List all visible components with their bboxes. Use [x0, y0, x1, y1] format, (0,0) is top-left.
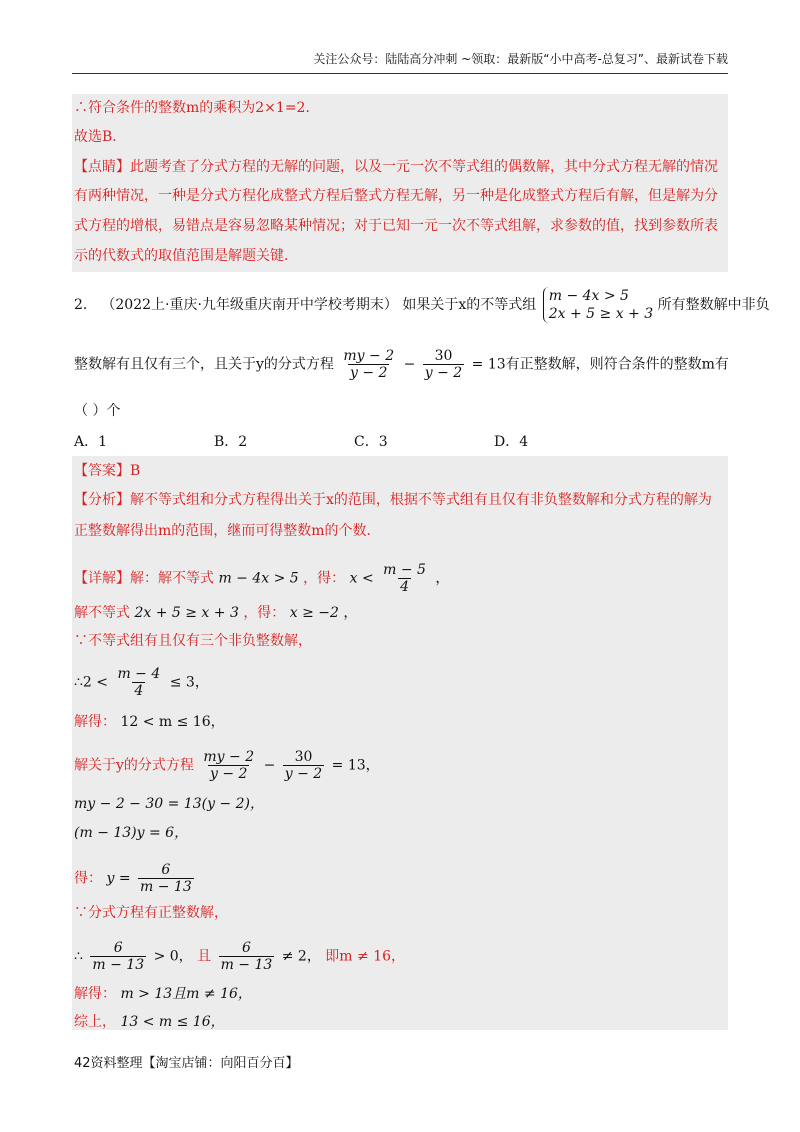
answer-label: 【答案】B — [74, 463, 141, 479]
question-source: （2022上·重庆·九年级重庆南开中学校考期末） — [101, 297, 398, 313]
ineq2-result-label: ，得： — [243, 605, 286, 621]
fraction-numerator: 6 — [241, 940, 251, 956]
detail-got: ，得： — [303, 570, 346, 587]
inequality-2: 2x + 5 ≥ x + 3 — [548, 306, 654, 322]
question-text-a: 如果关于x的不等式组 — [402, 297, 537, 313]
minus-sign: − — [403, 356, 416, 373]
fraction-denominator: m − 13 — [92, 957, 145, 973]
equation-fraction-2 — [423, 348, 464, 381]
question-line-1 — [74, 287, 770, 323]
step-1: my − 2 − 30 = 13(y − 2)， — [74, 796, 264, 812]
fraction-numerator: 30 — [434, 348, 453, 364]
fraction-denominator: m − 13 — [220, 957, 273, 973]
fraction-numerator: m − 4 — [117, 666, 161, 682]
question-line2-b: = 13有正整数解，则符合条件的整数m有 — [471, 356, 729, 373]
range-pre: ∴2 < — [74, 674, 108, 691]
positive-solution-line: ∵分式方程有正整数解， — [74, 905, 228, 921]
option-c: C．3 — [354, 434, 388, 450]
m-range-label: 解得： — [74, 714, 116, 730]
equation-post: = 13， — [331, 757, 380, 774]
detail-line — [74, 562, 449, 595]
ineq2-label: 解不等式 — [74, 605, 130, 621]
equation-label: 解关于y的分式方程 — [74, 757, 194, 774]
result-line — [74, 985, 252, 1003]
page-number: 42 — [74, 1056, 91, 1071]
condition-and: 且 — [197, 948, 212, 965]
condition-mid-2: ≠ 2， — [281, 948, 321, 965]
condition-fraction-2 — [219, 940, 275, 973]
comment-line-2: 有两种情况，一种是分式方程化成整式方程后整式方程无解，另一种是化成整式方程后有解，但是解为分 — [74, 188, 718, 204]
page-footer — [74, 1052, 299, 1071]
footer-text: 资料整理【淘宝店铺：向阳百分百】 — [90, 1056, 299, 1071]
fraction-numerator: m − 5 — [383, 562, 426, 578]
equation-fraction-1 — [341, 348, 396, 381]
choose-line: 故选B． — [74, 129, 127, 145]
ineq2-result: x ≥ −2 — [289, 605, 339, 621]
fraction-numerator: my − 2 — [343, 348, 395, 364]
detail-inequality: m − 4x > 5 — [218, 570, 299, 587]
analysis-line-2: 正整数解得出m的范围，继而可得整数m的个数． — [74, 523, 381, 539]
fraction-denominator: y − 2 — [210, 766, 248, 782]
question-text-b: 所有整数解中非负 — [657, 297, 770, 313]
option-b: B．2 — [214, 434, 248, 450]
m-range-line — [74, 713, 225, 731]
product-line: ∴符合条件的整数m的乘积为2×1=2． — [74, 100, 320, 116]
solution-block-previous — [72, 94, 728, 272]
comment-line-3: 式方程的增根，易错点是容易忽略某种情况；对于已知一元一次不等式组解，求参数的值，找到参数所表 — [74, 218, 718, 234]
equation-line — [74, 749, 380, 782]
ineq2-comma: ， — [343, 605, 358, 621]
option-d: D．4 — [494, 434, 529, 450]
summary: 13 < m ≤ 16， — [120, 1014, 225, 1030]
fraction-denominator: m − 13 — [140, 879, 192, 895]
range-line — [74, 666, 209, 699]
condition-fraction-1 — [90, 940, 146, 973]
question-line2-a: 整数解有且仅有三个，且关于y的分式方程 — [74, 356, 334, 373]
ineq2-expression: 2x + 5 ≥ x + 3 — [134, 605, 239, 621]
fraction-denominator: y − 2 — [284, 766, 323, 782]
detail-x: x < — [349, 570, 374, 587]
condition-then: 即m ≠ 16， — [325, 948, 406, 965]
option-a: A．1 — [74, 434, 108, 450]
question-line-3: （ ）个 — [74, 403, 121, 419]
inequality-system — [543, 287, 653, 323]
question-number: 2． — [74, 297, 97, 313]
comment-line-4: 示的代数式的取值范围是解题关键． — [74, 248, 298, 264]
range-post: ≤ 3， — [169, 674, 209, 691]
summary-line — [74, 1013, 225, 1031]
inequality-1: m − 4x > 5 — [548, 288, 629, 304]
equation-fraction-1 — [201, 749, 256, 782]
detail-comma: ， — [435, 570, 450, 587]
range-fraction — [115, 666, 162, 699]
condition-mid-1: > 0， — [153, 948, 193, 965]
step-2: (m − 13)y = 6， — [74, 825, 189, 841]
fraction-numerator: my − 2 — [203, 749, 255, 765]
y-pre: y = — [106, 870, 131, 887]
fraction-denominator: y − 2 — [424, 365, 463, 381]
fraction-numerator: 6 — [161, 862, 171, 878]
fraction-numerator: 6 — [113, 940, 123, 956]
condition-pre: ∴ — [74, 948, 83, 965]
detail-fraction — [381, 562, 428, 595]
equation-fraction-2 — [283, 749, 324, 782]
comment-line-1: 【点睛】此题考查了分式方程的无解的问题，以及一元一次不等式组的偶数解，其中分式方程无解的情况 — [74, 159, 718, 175]
fraction-denominator: 4 — [134, 683, 144, 699]
m-range: 12 < m ≤ 16， — [120, 714, 225, 730]
result: m > 13且m ≠ 16， — [120, 986, 252, 1002]
summary-label: 综上， — [74, 1014, 116, 1030]
condition-line — [74, 940, 405, 973]
fraction-numerator: 30 — [294, 749, 313, 765]
equation-minus: − — [263, 757, 276, 774]
y-solution-line — [74, 862, 197, 895]
question-line-2 — [74, 348, 729, 381]
options-row — [74, 433, 634, 451]
y-label: 得： — [74, 870, 102, 887]
page-header: 关注公众号：陆陆高分冲刺 ~领取：最新版“小中高考-总复习”、最新试卷下载 — [72, 50, 728, 74]
analysis-line-1: 【分析】解不等式组和分式方程得出关于x的范围，根据不等式组有且仅有非负整数解和分式方程的解为 — [74, 492, 712, 508]
ineq2-line — [74, 604, 357, 622]
fraction-denominator: y − 2 — [350, 365, 388, 381]
fraction-denominator: 4 — [400, 579, 410, 595]
detail-label: 【详解】解：解不等式 — [74, 570, 214, 587]
result-label: 解得： — [74, 986, 116, 1002]
y-fraction — [138, 862, 194, 895]
three-solutions-line: ∵不等式组有且仅有三个非负整数解， — [74, 633, 312, 649]
